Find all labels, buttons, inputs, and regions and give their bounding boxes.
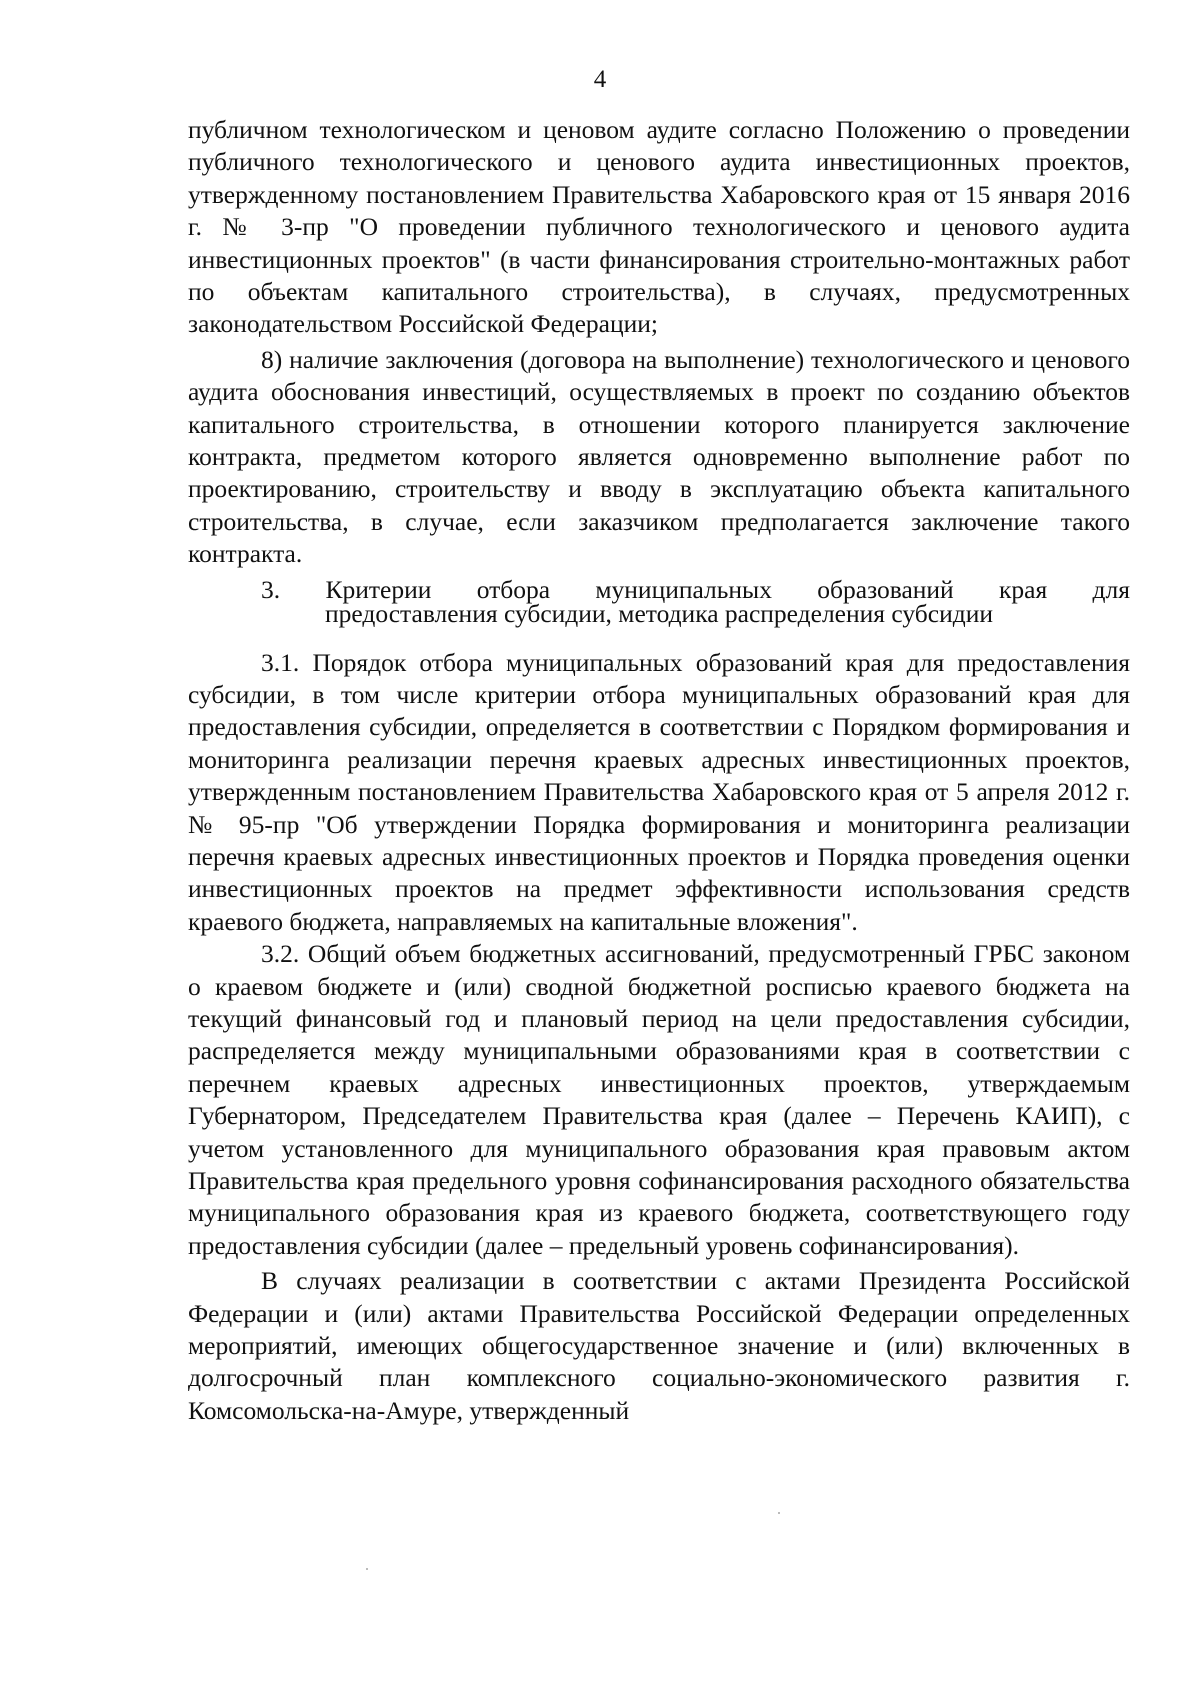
paragraph-item-8: 8) наличие заключения (договора на выполнение) технологического и ценового аудита обоснования инвестиций, осуществляемых в проект по созданию объектов капитального строительства, в отношении которого планируется заключение контракта, предметом которого является одновременно выполнение работ по проектированию, строительству и вводу в эксплуатацию объекта капитального строительства, в случае, если заказчиком предполагается заключение такого контракта. <box>188 344 1130 569</box>
paragraph-3-2: 3.2. Общий объем бюджетных ассигнований, предусмотренный ГРБС законом о краевом бюджете и (или) сводной бюджетной росписью краевого бюджета на текущий финансовый год и плановый период на цели предоставления субсидии, распределяется между муниципальными образованиями края в соответствии с перечнем краевых адресных инвестиционных проектов, утверждаемым Губернатором, Председателем Правительства края (далее – Перечень КАИП), с учетом установленного для муниципального образования края правовым актом Правительства края предельного уровня софинансирования расходного обязательства муниципального образования края из краевого бюджета, соответствующего году предоставления субсидии (далее – предельный уровень софинансирования). <box>188 939 1130 1260</box>
document-body <box>188 114 1130 1427</box>
section-heading-line2: предоставления субсидии, методика распределения субсидии <box>324 599 994 629</box>
scan-speck <box>366 1568 368 1570</box>
scan-speck <box>778 1512 780 1514</box>
section-heading: 3. Критерии отбора муниципальных образований края для <box>261 574 1130 604</box>
paragraph-3-1: 3.1. Порядок отбора муниципальных образований края для предоставления субсидии, в том числе критерии отбора муниципальных образований края для предоставления субсидии, определяется в соответствии с Порядком формирования и мониторинга реализации перечня краевых адресных инвестиционных проектов, утвержденным постановлением Правительства Хабаровского края от 5 апреля 2012 г. № 95-пр "Об утверждении Порядка формирования и мониторинга реализации перечня краевых адресных инвестиционных проектов и Порядка проведения оценки инвестиционных проектов на предмет эффективности использования средств краевого бюджета, направляемых на капитальные вложения". <box>188 647 1130 936</box>
page-number: 4 <box>593 66 607 93</box>
paragraph-continuation: публичном технологическом и ценовом аудите согласно Положению о проведении публичного технологического и ценового аудита инвестиционных проектов, утвержденному постановлением Правительства Хабаровского края от 15 января 2016 г. № 3-пр "О проведении публичного технологического и ценового аудита инвестиционных проектов" (в части финансирования строительно-монтажных работ по объектам капитального строительства), в случаях, предусмотренных законодательством Российской Федерации; <box>188 115 1130 339</box>
paragraph-cases: В случаях реализации в соответствии с актами Президента Российской Федерации и (или) актами Правительства Российской Федерации определенных мероприятий, имеющих общегосударственное значение и (или) включенных в долгосрочный план комплексного социально-экономического развития г. Комсомольска-на-Амуре, утвержденный <box>188 1266 1130 1425</box>
